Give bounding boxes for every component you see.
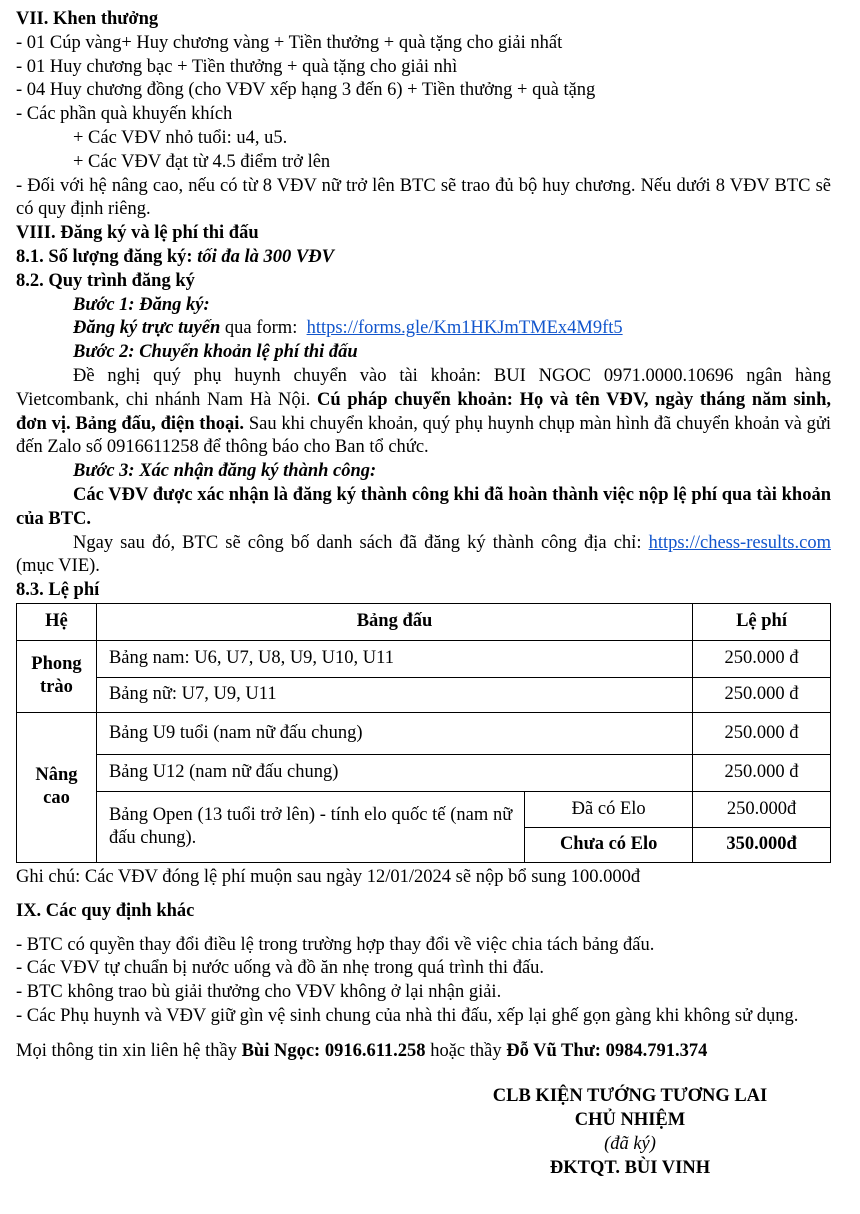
header-system: Hệ [17,603,97,640]
signed-mark: (đã ký) [604,1133,656,1154]
rule-item: - Các VĐV tự chuẩn bị nước uống và đồ ăn nhẹ trong quá trình thi đấu. [16,958,545,979]
board-cell: Bảng U12 (nam nữ đấu chung) [96,754,692,791]
step-1-title: Bước 1: Đăng ký: [73,294,210,315]
prize-item: - Các phần quà khuyến khích [16,104,233,125]
table-row [17,677,831,712]
late-fee-note: Ghi chú: Các VĐV đóng lệ phí muộn sau ngày 12/01/2024 sẽ nộp bổ sung 100.000đ [16,866,641,887]
signature-block [465,1084,795,1180]
registration-process-title: 8.2. Quy trình đăng ký [16,270,195,291]
step-2-title: Bước 2: Chuyển khoản lệ phí thi đấu [73,342,358,363]
board-cell: Bảng U9 tuổi (nam nữ đấu chung) [96,712,692,754]
registration-form-link[interactable]: https://forms.gle/Km1HKJmTMEx4M9ft5 [306,318,623,339]
section-7-title: VII. Khen thưởng [16,9,159,29]
header-board: Bảng đấu [96,603,692,640]
elo-yes-cell: Đã có Elo [525,791,693,827]
fee-cell: 250.000 đ [693,640,831,677]
board-cell: Bảng nam: U6, U7, U8, U9, U10, U11 [96,640,692,677]
step-3-title: Bước 3: Xác nhận đăng ký thành công: [73,461,377,482]
prize-item: - 01 Huy chương bạc + Tiền thưởng + quà tặng cho giải nhì [16,56,458,77]
step-3-confirmation: Các VĐV được xác nhận là đăng ký thành công khi đã hoàn thành việc nộp lệ phí qua tài khoản của BTC. [16,484,831,529]
fee-cell: 250.000 đ [693,712,831,754]
step-1-line: Đăng ký trực tuyến qua form: https://forms.gle/Km1HKJmTMEx4M9ft5 [73,318,623,339]
registration-limit: 8.1. Số lượng đăng ký: tối đa là 300 VĐV [16,246,334,267]
section-9-title: IX. Các quy định khác [16,900,195,921]
header-fee: Lệ phí [693,603,831,640]
elo-no-fee: 350.000đ [693,827,831,862]
step-3-results: Ngay sau đó, BTC sẽ công bố danh sách đã đăng ký thành công địa chỉ: https://chess-results.com (mục VIE). [16,532,831,577]
fee-cell: 250.000 đ [693,754,831,791]
fee-table [16,603,831,863]
table-header-row [17,603,831,640]
open-board-cell: Bảng Open (13 tuổi trở lên) - tính elo quốc tế (nam nữ đấu chung). [96,791,524,862]
step-2-paragraph: Đề nghị quý phụ huynh chuyển vào tài khoản: BUI NGOC 0971.0000.10696 ngân hàng Vietcombank, chi nhánh Nam Hà Nội. Cú pháp chuyển khoản: Họ và tên VĐV, ngày tháng năm sinh, đơn vị. Bảng đấu, điện thoại. Sau khi chuyển khoản, quý phụ huynh chụp màn hình đã chuyển khoản và gửi đến Zalo số 0916611258 để thông báo cho Ban tổ chức. [16,365,832,458]
elo-no-cell: Chưa có Elo [525,827,693,862]
table-row [17,791,831,827]
signer-name: ĐKTQT. BÙI VINH [549,1157,711,1178]
signer-role: CHỦ NHIỆM [574,1109,686,1130]
club-name: CLB KIỆN TƯỚNG TƯƠNG LAI [492,1085,768,1106]
prize-item: - 04 Huy chương đồng (cho VĐV xếp hạng 3 đến 6) + Tiền thưởng + quà tặng [16,80,596,101]
section-8-title: VIII. Đăng ký và lệ phí thi đấu [16,223,259,244]
rule-item: - Các Phụ huynh và VĐV giữ gìn vệ sinh chung của nhà thi đấu, xếp lại ghế gọn gàng khi không sử dụng. [16,1005,799,1026]
rule-item: - BTC không trao bù giải thưởng cho VĐV không ở lại nhận giải. [16,982,502,1003]
table-row [17,640,831,677]
table-row [17,754,831,791]
prize-item: - 01 Cúp vàng+ Huy chương vàng + Tiền thưởng + quà tặng cho giải nhất [16,32,563,53]
rule-item: - BTC có quyền thay đổi điều lệ trong trường hợp thay đổi về việc chia tách bảng đấu. [16,934,655,955]
table-row [17,712,831,754]
women-medal-note: - Đối với hệ nâng cao, nếu có từ 8 VĐV nữ trở lên BTC sẽ trao đủ bộ huy chương. Nếu dưới 8 VĐV BTC sẽ có quy định riêng. [16,175,831,220]
fee-section-title: 8.3. Lệ phí [16,580,100,601]
group-phong-trao: Phong trào [17,640,97,712]
prize-subitem: + Các VĐV đạt từ 4.5 điểm trở lên [73,151,331,172]
contact-line: Mọi thông tin xin liên hệ thầy Bùi Ngọc: 0916.611.258 hoặc thầy Đỗ Vũ Thư: 0984.791.374 [16,1040,708,1061]
elo-yes-fee: 250.000đ [693,791,831,827]
fee-cell: 250.000 đ [693,677,831,712]
chess-results-link[interactable]: https://chess-results.com [648,532,831,553]
group-nang-cao: Nâng cao [17,712,97,862]
prize-subitem: + Các VĐV nhỏ tuổi: u4, u5. [73,127,288,148]
board-cell: Bảng nữ: U7, U9, U11 [96,677,692,712]
